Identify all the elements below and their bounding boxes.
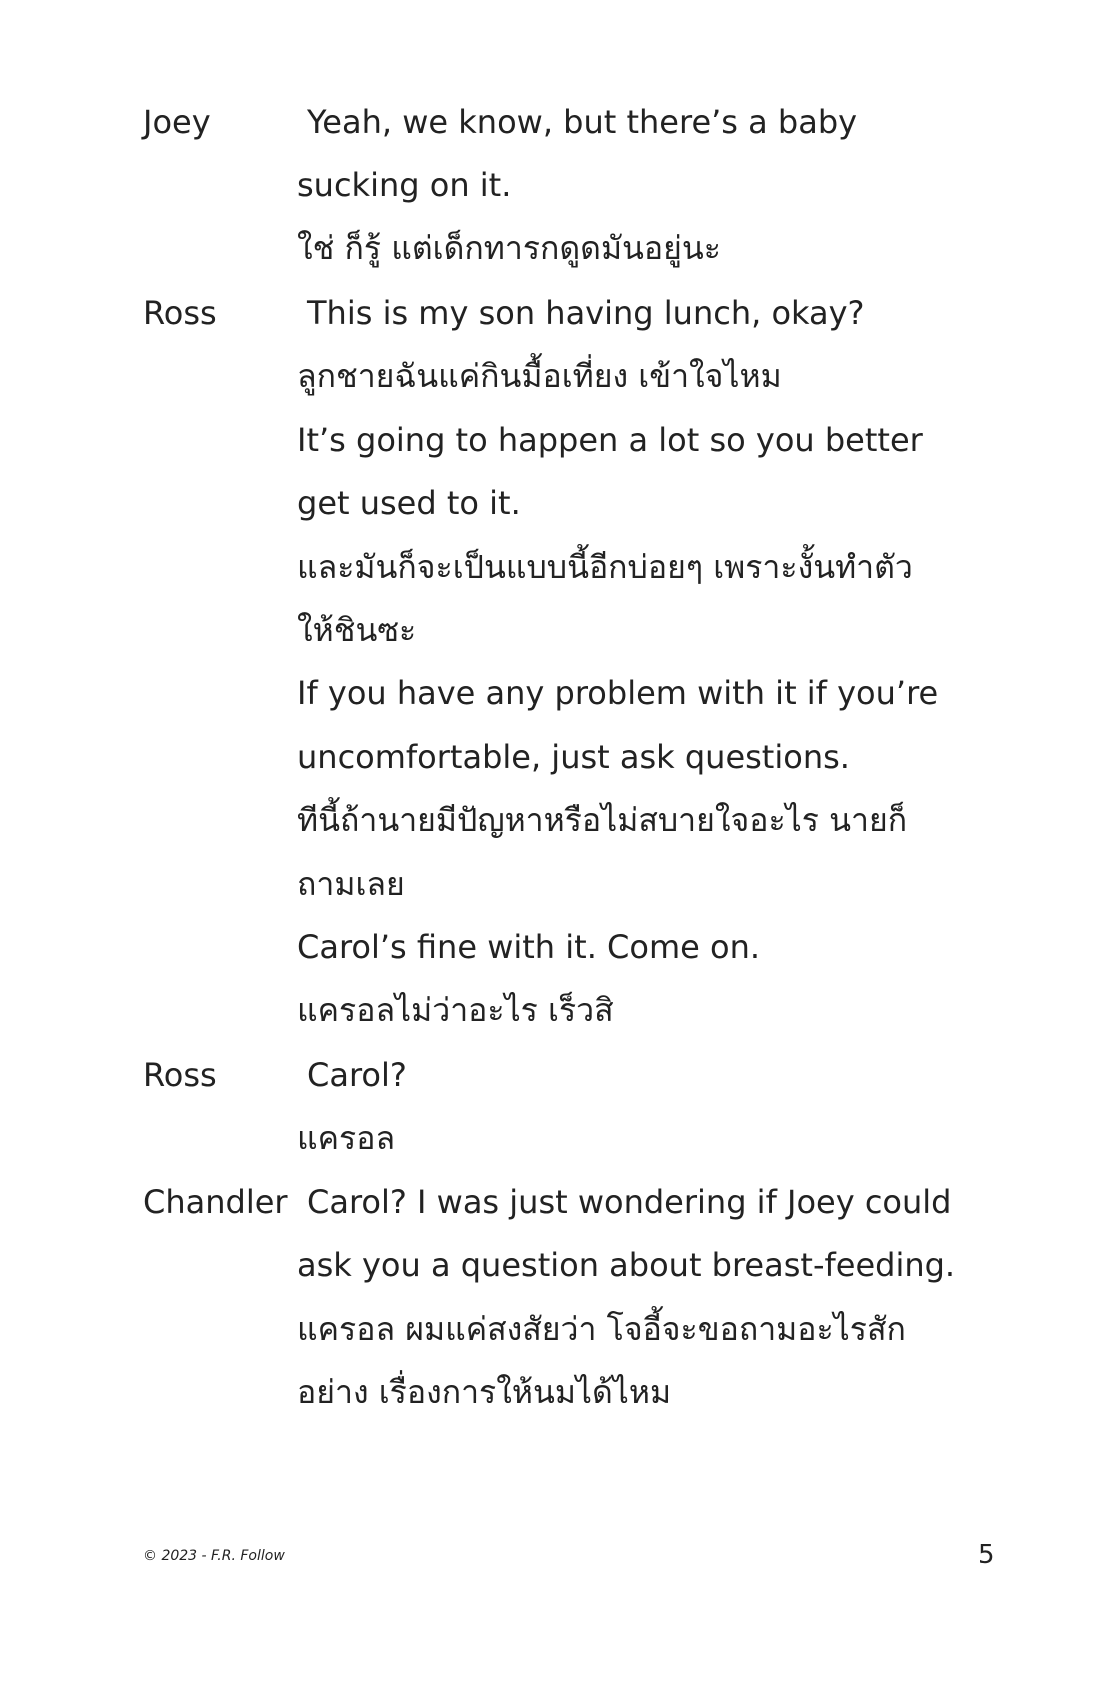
translation-line: ทีนี้ถ้านายมีปัญหาหรือไม่สบายใจอะไร นายก็ (297, 801, 908, 839)
translation-line: แครอล ผมแค่สงสัยว่า โจอี้จะขอถามอะไรสัก (297, 1310, 906, 1348)
translation-line: แครอลไม่ว่าอะไร เร็วสิ (297, 991, 614, 1029)
speaker-name: Joey (143, 103, 211, 141)
translation-line: ลูกชายฉันแค่กินมื้อเที่ยง เข้าใจไหม (297, 357, 782, 395)
dialogue-line: uncomfortable, just ask questions. (297, 738, 850, 776)
dialogue-line: ask you a question about breast-feeding. (297, 1246, 956, 1284)
dialogue-line: get used to it. (297, 484, 521, 522)
translation-line: ใช่ ก็รู้ แต่เด็กทารกดูดมันอยู่นะ (297, 229, 721, 267)
copyright-notice: © 2023 - F.R. Follow (143, 1548, 285, 1564)
translation-line: และมันก็จะเป็นแบบนี้อีกบ่อยๆ เพราะงั้นทำตัว (297, 548, 913, 586)
speaker-name: Chandler (143, 1183, 288, 1221)
translation-line: แครอล (297, 1119, 396, 1157)
speaker-name: Ross (143, 294, 217, 332)
dialogue-line: Carol? I was just wondering if Joey could (307, 1183, 952, 1221)
dialogue-line: If you have any problem with it if you’re (297, 674, 939, 712)
dialogue-line: It’s going to happen a lot so you better (297, 421, 923, 459)
page-number: 5 (978, 1540, 995, 1570)
translation-line: อย่าง เรื่องการให้นมได้ไหม (297, 1373, 672, 1411)
dialogue-line: Carol’s fine with it. Come on. (297, 928, 761, 966)
translation-line: ให้ชินซะ (297, 611, 417, 649)
dialogue-line: This is my son having lunch, okay? (307, 294, 865, 332)
dialogue-line: Yeah, we know, but there’s a baby (307, 103, 858, 141)
dialogue-line: sucking on it. (297, 166, 512, 204)
speaker-name: Ross (143, 1056, 217, 1094)
dialogue-line: Carol? (307, 1056, 407, 1094)
translation-line: ถามเลย (297, 865, 405, 903)
